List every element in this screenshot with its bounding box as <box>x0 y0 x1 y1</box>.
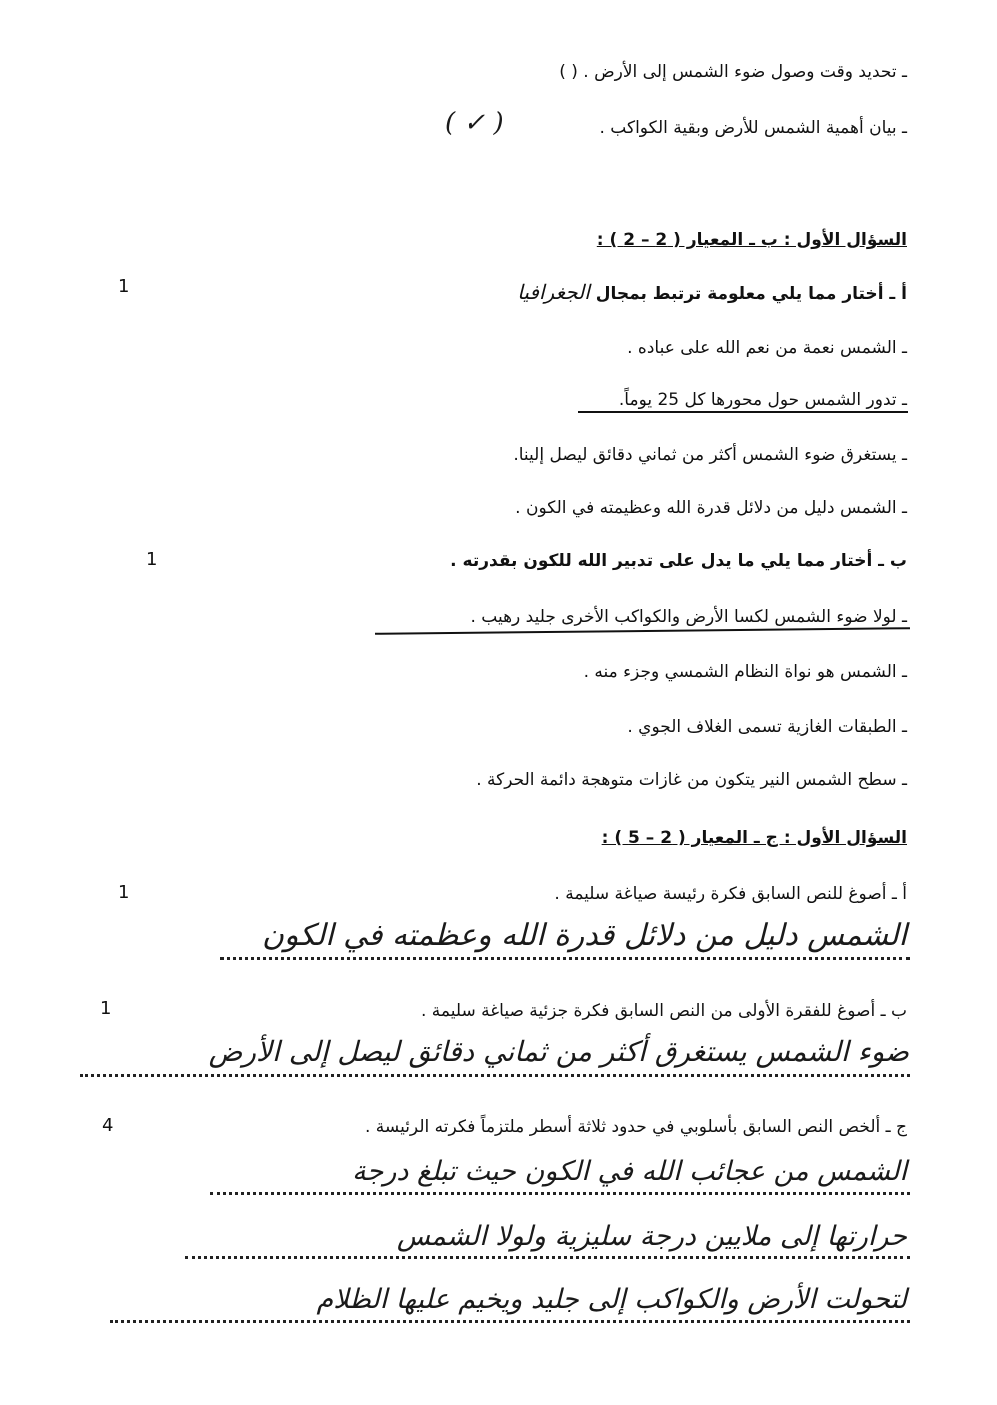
section-c-item-a-answer: الشمس دليل من دلائل قدرة الله وعظمته في الكون <box>261 918 907 953</box>
section-c-item-c-answer-line-3: لتحولت الأرض والكواكب إلى جليد ويخيم عليها الظلام <box>316 1284 907 1315</box>
check-mark: ( ✓ ) <box>445 108 504 138</box>
handwritten-word: الجغرافيا <box>517 280 590 304</box>
question-b-prompt: ب ـ أختار مما يلي ما يدل على تدبير الله للكون بقدرته . <box>450 551 907 571</box>
section-c-item-c-score: 4 <box>102 1115 114 1136</box>
section-c-heading: السؤال الأول : ج ـ المعيار ( 2 – 5 ) : <box>601 828 907 848</box>
answer-dots-a <box>220 957 910 960</box>
answer-underline-1 <box>578 411 908 413</box>
question-a-prompt <box>517 280 907 306</box>
section-c-item-a-prompt: أ ـ أصوغ للنص السابق فكرة رئيسة صياغة سليمة . <box>554 884 907 904</box>
section-c-item-b-score: 1 <box>100 998 112 1019</box>
question-b-option-4: ـ سطح الشمس النير يتكون من غازات متوهجة دائمة الحركة . <box>476 770 907 790</box>
question-a-option-1: ـ الشمس نعمة من نعم الله على عباده . <box>627 338 907 358</box>
section-c-item-a-score: 1 <box>118 882 130 903</box>
question-b-option-1: ـ لولا ضوء الشمس لكسا الأرض والكواكب الأخرى جليد رهيب . <box>470 607 907 627</box>
section-c-item-c-prompt: ج ـ ألخص النص السابق بأسلوبي في حدود ثلاثة أسطر ملتزماً فكرته الرئيسة . <box>364 1117 907 1137</box>
question-b-score: 1 <box>146 549 158 570</box>
question-a-prompt-text: أ ـ أختار مما يلي معلومة ترتبط بمجال <box>595 284 907 304</box>
top-item-2: ـ بيان أهمية الشمس للأرض وبقية الكواكب . <box>599 118 907 138</box>
answer-dots-c3 <box>110 1320 910 1323</box>
answer-dots-c1 <box>210 1192 910 1195</box>
question-b-option-2: ـ الشمس هو نواة النظام الشمسي وجزء منه . <box>583 662 907 682</box>
question-b-option-3: ـ الطبقات الغازية تسمى الغلاف الجوي . <box>627 717 907 737</box>
question-a-score: 1 <box>118 276 130 297</box>
answer-dots-c2 <box>185 1256 910 1259</box>
question-a-option-2: ـ تدور الشمس حول محورها كل 25 يوماً. <box>618 390 907 410</box>
top-item-1: ـ تحديد وقت وصول ضوء الشمس إلى الأرض . ( ) <box>559 62 907 82</box>
question-a-option-3: ـ يستغرق ضوء الشمس أكثر من ثماني دقائق ليصل إلينا. <box>513 445 907 465</box>
section-b-heading: السؤال الأول : ب ـ المعيار ( 2 – 2 ) : <box>596 230 907 250</box>
section-c-item-c-answer-line-2: حرارتها إلى ملايين درجة سليزية ولولا الشمس <box>396 1221 907 1252</box>
answer-dots-b <box>80 1074 910 1077</box>
section-c-item-b-answer: ضوء الشمس يستغرق أكثر من ثماني دقائق ليصل إلى الأرض <box>208 1035 909 1068</box>
question-a-option-4: ـ الشمس دليل من دلائل قدرة الله وعظيمته في الكون . <box>515 498 907 518</box>
section-c-item-b-prompt: ب ـ أصوغ للفقرة الأولى من النص السابق فكرة جزئية صياغة سليمة . <box>420 1001 907 1021</box>
section-c-item-c-answer-line-1: الشمس من عجائب الله في الكون حيث تبلغ درجة <box>352 1156 907 1187</box>
